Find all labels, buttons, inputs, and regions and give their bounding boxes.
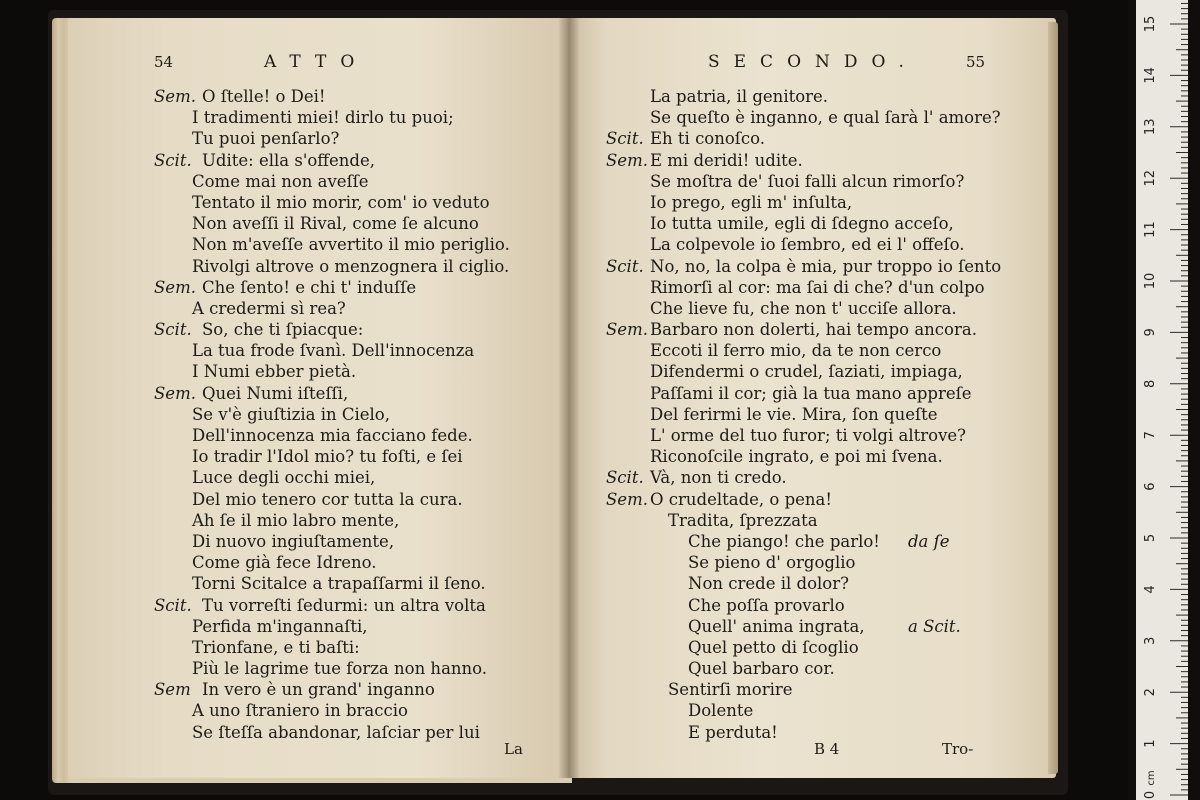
speaker-label: Sem.	[154, 277, 196, 297]
verse-line	[68, 107, 568, 128]
ruler-label: 1	[1143, 739, 1158, 748]
right-page	[568, 18, 1056, 778]
verse-line	[568, 192, 1056, 213]
verse-line	[568, 319, 1056, 340]
speaker-label: Scit.	[154, 320, 192, 340]
verse-text: Sentirſi morire	[668, 680, 793, 700]
speaker-label: Scit.	[606, 468, 644, 488]
verse-line	[68, 150, 568, 171]
verse-line	[68, 425, 568, 446]
verse-text: Che lieve fu, che non t' ucciſe allora.	[650, 298, 957, 318]
verse-text: A uno ſtraniero in braccio	[192, 701, 408, 721]
verse-text: La colpevole io ſembro, ed ei l' offeſo.	[650, 235, 965, 255]
verse-text: Che ſento! e chi t' induſſe	[202, 277, 417, 297]
verse-text: Se moſtra de' ſuoi falli alcun rimorſo?	[650, 171, 965, 191]
speaker-label: Sem.	[154, 383, 196, 403]
verse-text: Eccoti il ferro mio, da te non cerco	[650, 341, 942, 361]
verse-text: Tu vorreſti ſedurmi: un altra volta	[202, 595, 486, 615]
verse-line	[68, 256, 568, 277]
verse-line	[68, 277, 568, 298]
verse-text: So, che ti ſpiacque:	[202, 320, 364, 340]
verse-line	[68, 679, 568, 700]
verse-line	[568, 86, 1056, 107]
verse-text: Eh ti conoſco.	[650, 129, 766, 149]
verse-line	[568, 340, 1056, 361]
verse-text: La patria, il genitore.	[650, 87, 829, 106]
verse-text: Del ferirmi le vie. Mira, ſon queſte	[650, 404, 938, 424]
right-running-header: SECONDO.	[708, 52, 918, 72]
stage-direction: a Scit.	[908, 616, 961, 636]
verse-text: Non aveſſi il Rival, come ſe alcuno	[192, 214, 479, 234]
verse-text: O ſtelle! o Dei!	[202, 87, 326, 106]
verse-line	[568, 425, 1056, 446]
verse-text: Ah ſe il mio labro mente,	[192, 510, 400, 530]
right-catchword: Tro-	[942, 740, 974, 758]
verse-line	[68, 700, 568, 721]
verse-text: I Numi ebber pietà.	[192, 362, 357, 382]
ruler-scale	[1136, 0, 1188, 800]
ruler-label: 12	[1143, 169, 1158, 187]
signature-mark: B 4	[814, 740, 840, 758]
verse-line	[568, 489, 1056, 510]
verse-line	[68, 213, 568, 234]
verse-text: Tu puoi penſarlo?	[192, 129, 340, 149]
verse-line	[568, 361, 1056, 382]
verse-text: In vero è un grand' inganno	[202, 680, 435, 700]
verse-text: Se ſteſſa abandonar, laſciar per lui	[192, 722, 480, 742]
verse-text: Luce degli occhi miei,	[192, 468, 376, 488]
verse-line	[568, 150, 1056, 171]
verse-text: Più le lagrime tue forza non hanno.	[192, 659, 488, 679]
ruler-label: 4	[1143, 585, 1158, 594]
verse-line	[68, 722, 568, 743]
verse-text: Tradita, ſprezzata	[668, 510, 818, 530]
ruler-label: 11	[1143, 221, 1158, 238]
verse-line	[68, 595, 568, 616]
verse-text: Io tutta umile, egli di ſdegno acceſo,	[650, 214, 954, 234]
verse-line	[68, 552, 568, 573]
left-page-number: 54	[154, 53, 174, 71]
verse-text: Và, non ti credo.	[650, 468, 787, 488]
verse-text: Come già fece Idreno.	[192, 553, 377, 573]
speaker-label: Sem	[154, 680, 191, 700]
verse-text: Rivolgi altrove o menzognera il ciglio.	[192, 256, 510, 276]
ruler-label: 2	[1143, 688, 1158, 697]
verse-text: Udite: ella s'offende,	[202, 150, 375, 170]
verse-line	[568, 658, 1056, 679]
verse-text: Barbaro non dolerti, hai tempo ancora.	[650, 320, 977, 340]
verse-text: Difendermi o crudel, ſaziati, impiaga,	[650, 362, 963, 382]
left-text-block	[68, 86, 568, 743]
verse-text: Che piango! che parlo!	[688, 531, 880, 551]
ruler-label: 15	[1143, 15, 1158, 33]
verse-line	[68, 171, 568, 192]
ruler-label: 0	[1143, 790, 1158, 800]
verse-text: Paſſami il cor; già la tua mano appreſe	[650, 383, 972, 403]
ruler-label: 13	[1143, 118, 1158, 136]
speaker-label: Sem.	[606, 150, 648, 170]
verse-text: E mi deridi! udite.	[650, 150, 803, 170]
measuring-ruler	[1128, 0, 1200, 800]
verse-line	[568, 404, 1056, 425]
verse-line	[568, 234, 1056, 255]
book-gutter	[558, 18, 580, 778]
ruler-label: 14	[1143, 67, 1158, 84]
speaker-label: Scit.	[154, 595, 192, 615]
speaker-label: Scit.	[606, 129, 644, 149]
verse-line	[568, 531, 1056, 552]
verse-text: Quell' anima ingrata,	[688, 616, 865, 636]
verse-line	[568, 213, 1056, 234]
speaker-label: Sem.	[154, 87, 196, 106]
verse-line	[568, 616, 1056, 637]
verse-text: Come mai non aveſſe	[192, 171, 369, 191]
verse-text: L' orme del tuo furor; ti volgi altrove?	[650, 426, 967, 445]
verse-line	[68, 616, 568, 637]
verse-line	[568, 107, 1056, 128]
ruler-unit: cm	[1146, 770, 1157, 786]
verse-text: Io prego, egli m' inſulta,	[650, 192, 853, 212]
left-catchword: La	[504, 740, 523, 758]
verse-text: Del mio tenero cor tutta la cura.	[192, 489, 463, 509]
verse-text: Se v'è giuſtizia in Cielo,	[192, 404, 390, 424]
verse-line	[568, 637, 1056, 658]
verse-line	[568, 722, 1056, 743]
verse-text: Tentato il mio morir, com' io veduto	[192, 192, 490, 212]
verse-text: No, no, la colpa è mia, pur troppo io ſento	[650, 256, 1002, 276]
verse-text: Trionfane, e ti baſti:	[192, 637, 360, 657]
verse-text: E perduta!	[688, 722, 778, 742]
ruler-label: 8	[1143, 379, 1158, 388]
right-page-edge	[1048, 22, 1058, 774]
ruler-label: 10	[1143, 272, 1158, 290]
verse-line	[568, 446, 1056, 467]
verse-line	[568, 595, 1056, 616]
left-running-header: ATTO	[264, 52, 369, 72]
verse-text: Dell'innocenza mia facciano fede.	[192, 426, 473, 445]
verse-line	[568, 298, 1056, 319]
verse-text: Non crede il dolor?	[688, 574, 849, 594]
verse-text: Se queſto è inganno, e qual ſarà l' amore?	[650, 108, 1001, 128]
right-page-number: 55	[966, 53, 986, 71]
speaker-label: Scit.	[606, 256, 644, 276]
verse-text: Di nuovo ingiuſtamente,	[192, 531, 395, 551]
verse-text: Che poſſa provarlo	[688, 595, 845, 615]
speaker-label: Sem.	[606, 320, 648, 340]
verse-line	[68, 192, 568, 213]
verse-text: Quei Numi iſteſſi,	[202, 383, 349, 403]
ruler-label: 6	[1143, 482, 1158, 491]
left-page	[68, 18, 568, 778]
verse-text: A credermi sì rea?	[192, 298, 346, 318]
verse-text: Perfida m'ingannaſti,	[192, 616, 368, 636]
verse-text: Rimorſi al cor: ma ſai di che? d'un colpo	[650, 277, 985, 297]
verse-line	[68, 467, 568, 488]
verse-line	[568, 277, 1056, 298]
verse-text: Se pieno d' orgoglio	[688, 553, 856, 573]
verse-line	[68, 128, 568, 149]
verse-line	[68, 637, 568, 658]
verse-line	[68, 531, 568, 552]
ruler-label: 5	[1143, 533, 1158, 543]
verse-line	[68, 446, 568, 467]
verse-line	[568, 510, 1056, 531]
verse-line	[68, 86, 568, 107]
verse-line	[568, 573, 1056, 594]
verse-line	[568, 467, 1056, 488]
verse-line	[568, 171, 1056, 192]
verse-line	[68, 489, 568, 510]
verse-line	[68, 658, 568, 679]
verse-line	[68, 234, 568, 255]
verse-text: La tua frode ſvanì. Dell'innocenza	[192, 341, 475, 361]
verse-line	[568, 679, 1056, 700]
speaker-label: Scit.	[154, 150, 192, 170]
verse-line	[568, 256, 1056, 277]
verse-line	[568, 552, 1056, 573]
verse-text: I tradimenti miei! dirlo tu puoi;	[192, 108, 454, 128]
verse-line	[568, 128, 1056, 149]
verse-line	[68, 404, 568, 425]
verse-text: Non m'aveſſe avvertito il mio periglio.	[192, 235, 510, 255]
verse-line	[68, 340, 568, 361]
verse-text: Io tradir l'Idol mio? tu foſti, e ſei	[192, 447, 463, 467]
verse-line	[568, 700, 1056, 721]
verse-text: O crudeltade, o pena!	[650, 489, 833, 509]
verse-text: Torni Scitalce a trapaſſarmi il ſeno.	[192, 574, 486, 594]
speaker-label: Sem.	[606, 489, 648, 509]
verse-line	[68, 573, 568, 594]
verse-text: Riconoſcile ingrato, e poi mi ſvena.	[650, 447, 943, 467]
verse-line	[68, 319, 568, 340]
verse-line	[68, 510, 568, 531]
verse-line	[568, 383, 1056, 404]
ruler-label: 3	[1143, 636, 1158, 645]
ruler-label: 9	[1143, 328, 1158, 337]
verse-line	[68, 361, 568, 382]
right-text-block	[568, 86, 1056, 743]
ruler-label: 7	[1143, 431, 1158, 440]
verse-text: Quel petto di ſcoglio	[688, 637, 859, 657]
verse-line	[68, 298, 568, 319]
verse-text: Dolente	[688, 701, 754, 721]
verse-line	[68, 383, 568, 404]
verse-text: Quel barbaro cor.	[688, 659, 835, 679]
stage-direction: da ſe	[908, 531, 950, 551]
